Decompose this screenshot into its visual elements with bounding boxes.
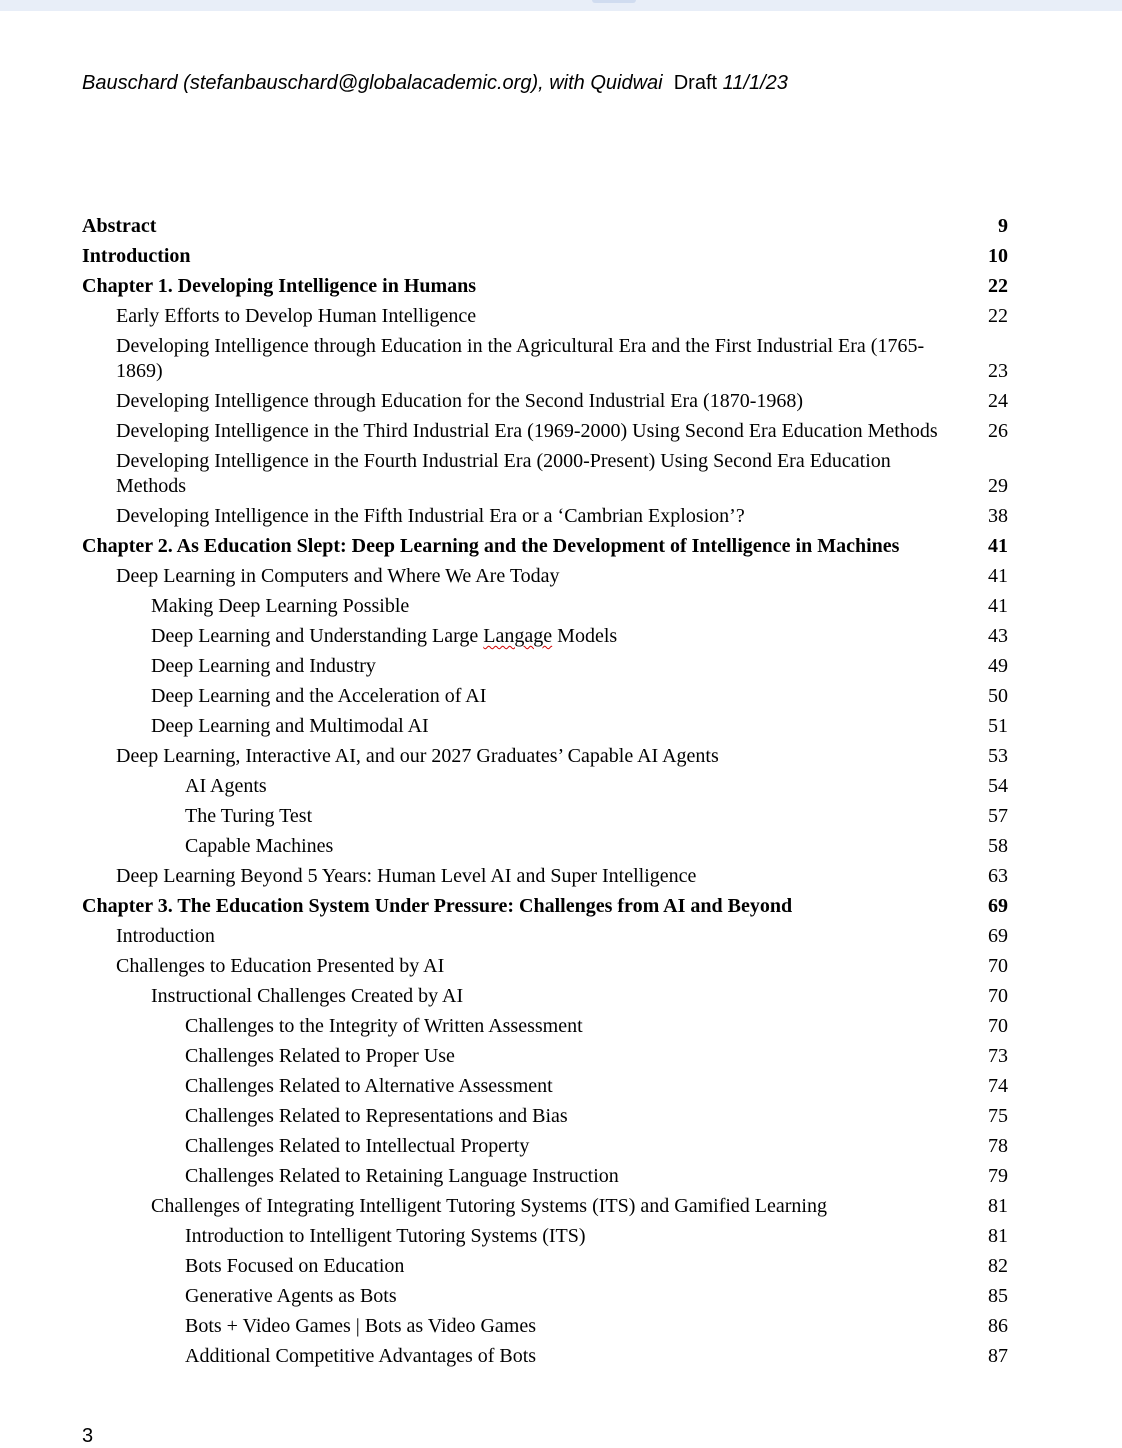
toc-entry-page: 82 (988, 1255, 1008, 1277)
toc-entry[interactable] (82, 1194, 1008, 1219)
spellcheck-flagged-word[interactable]: Langage (483, 625, 553, 647)
toc-entry-title: Deep Learning and Multimodal AI (151, 715, 429, 737)
toc-entry[interactable] (82, 594, 1008, 619)
toc-entry-title: Deep Learning in Computers and Where We Are Today (116, 565, 560, 587)
header-draft-label: Draft (673, 72, 718, 94)
toc-entry[interactable] (82, 804, 1008, 829)
toc-entry[interactable] (82, 564, 1008, 589)
toc-entry-title: Challenges of Integrating Intelligent Tutoring Systems (ITS) and Gamified Learning (151, 1195, 827, 1217)
toc-entry-title: Challenges Related to Intellectual Property (185, 1135, 530, 1157)
toc-entry-title: Bots + Video Games | Bots as Video Games (185, 1315, 537, 1337)
toc-entry-page: 86 (988, 1315, 1008, 1337)
toc-entry[interactable] (82, 1104, 1008, 1129)
toc-entry-title: Developing Intelligence in the Third Industrial Era (1969-2000) Using Second Era Education Methods (116, 420, 938, 442)
toc-entry[interactable] (82, 924, 1008, 949)
toc-entry-page: 81 (988, 1195, 1008, 1217)
toc-entry-page: 24 (988, 390, 1008, 412)
toc-entry-title: Additional Competitive Advantages of Bots (185, 1345, 537, 1367)
toc-entry[interactable] (82, 1344, 1008, 1369)
toc-entry[interactable] (82, 684, 1008, 709)
toc-entry-title: Challenges to the Integrity of Written Assessment (185, 1015, 583, 1037)
toc-entry-title: Developing Intelligence in the Fourth Industrial Era (2000-Present) Using Second Era Education Methods (116, 450, 891, 497)
toc-entry-title: Introduction (116, 925, 215, 947)
toc-entry[interactable] (82, 389, 1008, 414)
toc-entry-title: Deep Learning and Understanding Large Langage Models (151, 625, 618, 647)
toc-entry-title: Early Efforts to Develop Human Intelligence (116, 305, 477, 327)
toc-entry-title: Challenges to Education Presented by AI (116, 955, 445, 977)
toc-entry-page: 43 (988, 625, 1008, 647)
toc-entry-page: 22 (988, 305, 1008, 327)
toc-entry-page: 70 (988, 985, 1008, 1007)
toc-entry[interactable] (82, 1314, 1008, 1339)
toc-entry-title: Deep Learning and the Acceleration of AI (151, 685, 487, 707)
toc-entry-title: Developing Intelligence through Education in the Agricultural Era and the First Industrial Era (1765-1869) (116, 335, 925, 382)
toc-entry-title: Abstract (82, 215, 157, 237)
toc-entry[interactable] (82, 304, 1008, 329)
toc-entry[interactable] (82, 954, 1008, 979)
toc-entry-page: 22 (988, 275, 1008, 297)
toc-entry-page: 41 (988, 595, 1008, 617)
toc-entry[interactable] (82, 1134, 1008, 1159)
toc-entry-title: Deep Learning, Interactive AI, and our 2027 Graduates’ Capable AI Agents (116, 745, 719, 767)
toc-entry-title: Chapter 1. Developing Intelligence in Humans (82, 275, 477, 297)
toc-entry-page: 75 (988, 1105, 1008, 1127)
toc-entry[interactable] (82, 1044, 1008, 1069)
toc-entry-page: 41 (988, 535, 1008, 557)
toc-entry-title: Developing Intelligence through Education for the Second Industrial Era (1870-1968) (116, 390, 804, 412)
toc-entry[interactable] (82, 504, 1008, 529)
toc-entry-title: Introduction to Intelligent Tutoring Systems (ITS) (185, 1225, 586, 1247)
toc-entry[interactable] (82, 419, 1008, 444)
window-top-bar (0, 0, 1122, 11)
toc-entry-title: Challenges Related to Representations and Bias (185, 1105, 568, 1127)
toc-entry-page: 63 (988, 865, 1008, 887)
toc-entry-title: Bots Focused on Education (185, 1255, 405, 1277)
toc-entry-title: Capable Machines (185, 835, 334, 857)
table-of-contents (82, 214, 1008, 1374)
toc-entry-title: Introduction (82, 245, 191, 267)
toc-entry[interactable] (82, 1074, 1008, 1099)
toc-entry[interactable] (82, 1164, 1008, 1189)
toc-entry-page: 51 (988, 715, 1008, 737)
toc-entry-page: 29 (988, 475, 1008, 497)
toc-entry-title: Making Deep Learning Possible (151, 595, 410, 617)
toc-entry-page: 10 (988, 245, 1008, 267)
toc-entry[interactable] (82, 449, 1008, 499)
toc-entry-title: Deep Learning Beyond 5 Years: Human Level AI and Super Intelligence (116, 865, 697, 887)
toc-entry[interactable] (82, 894, 1008, 919)
toc-entry-page: 81 (988, 1225, 1008, 1247)
toc-entry-page: 41 (988, 565, 1008, 587)
toc-entry-title: Challenges Related to Retaining Language Instruction (185, 1165, 619, 1187)
toc-entry[interactable] (82, 334, 1008, 384)
toc-entry[interactable] (82, 834, 1008, 859)
toc-entry-page: 49 (988, 655, 1008, 677)
toc-entry[interactable] (82, 244, 1008, 269)
header-author: Bauschard (stefanbauschard@globalacademic.org), with Quidwai (82, 72, 663, 94)
toc-entry-page: 69 (988, 895, 1008, 917)
toc-entry[interactable] (82, 984, 1008, 1009)
toc-entry-page: 53 (988, 745, 1008, 767)
toc-entry-page: 87 (988, 1345, 1008, 1367)
toc-entry-page: 54 (988, 775, 1008, 797)
toc-entry-page: 58 (988, 835, 1008, 857)
toc-entry-page: 69 (988, 925, 1008, 947)
header-date: 11/1/23 (722, 72, 788, 94)
toc-entry[interactable] (82, 654, 1008, 679)
drag-handle[interactable] (592, 0, 636, 3)
toc-entry-page: 26 (988, 420, 1008, 442)
toc-entry-title: Challenges Related to Alternative Assessment (185, 1075, 553, 1097)
toc-entry-page: 70 (988, 955, 1008, 977)
toc-entry-page: 57 (988, 805, 1008, 827)
toc-entry-page: 85 (988, 1285, 1008, 1307)
toc-entry[interactable] (82, 744, 1008, 769)
page-number: 3 (82, 1425, 94, 1447)
toc-entry-page: 9 (998, 215, 1008, 237)
toc-entry-title: Instructional Challenges Created by AI (151, 985, 464, 1007)
toc-entry-title: Generative Agents as Bots (185, 1285, 397, 1307)
toc-entry-page: 79 (988, 1165, 1008, 1187)
toc-entry-page: 74 (988, 1075, 1008, 1097)
toc-entry-title: Developing Intelligence in the Fifth Industrial Era or a ‘Cambrian Explosion’? (116, 505, 745, 527)
toc-entry-title: Chapter 3. The Education System Under Pressure: Challenges from AI and Beyond (82, 895, 793, 917)
toc-entry[interactable] (82, 774, 1008, 799)
toc-entry-page: 50 (988, 685, 1008, 707)
toc-entry-title: Deep Learning and Industry (151, 655, 376, 677)
toc-entry[interactable] (82, 1224, 1008, 1249)
toc-entry-title: Chapter 2. As Education Slept: Deep Learning and the Development of Intelligence in Machines (82, 535, 900, 557)
toc-entry[interactable] (82, 1284, 1008, 1309)
toc-entry[interactable] (82, 534, 1008, 559)
toc-entry[interactable] (82, 274, 1008, 299)
toc-entry[interactable] (82, 714, 1008, 739)
toc-entry-page: 73 (988, 1045, 1008, 1067)
toc-entry-page: 38 (988, 505, 1008, 527)
toc-entry-page: 23 (988, 360, 1008, 382)
toc-entry[interactable] (82, 624, 1008, 649)
toc-entry[interactable] (82, 1014, 1008, 1039)
toc-entry-title: AI Agents (185, 775, 267, 797)
toc-entry-title: The Turing Test (185, 805, 313, 827)
toc-entry-page: 78 (988, 1135, 1008, 1157)
toc-entry[interactable] (82, 1254, 1008, 1279)
toc-entry-title: Challenges Related to Proper Use (185, 1045, 455, 1067)
page-header (82, 70, 788, 96)
toc-entry-page: 70 (988, 1015, 1008, 1037)
toc-entry[interactable] (82, 214, 1008, 239)
toc-entry[interactable] (82, 864, 1008, 889)
